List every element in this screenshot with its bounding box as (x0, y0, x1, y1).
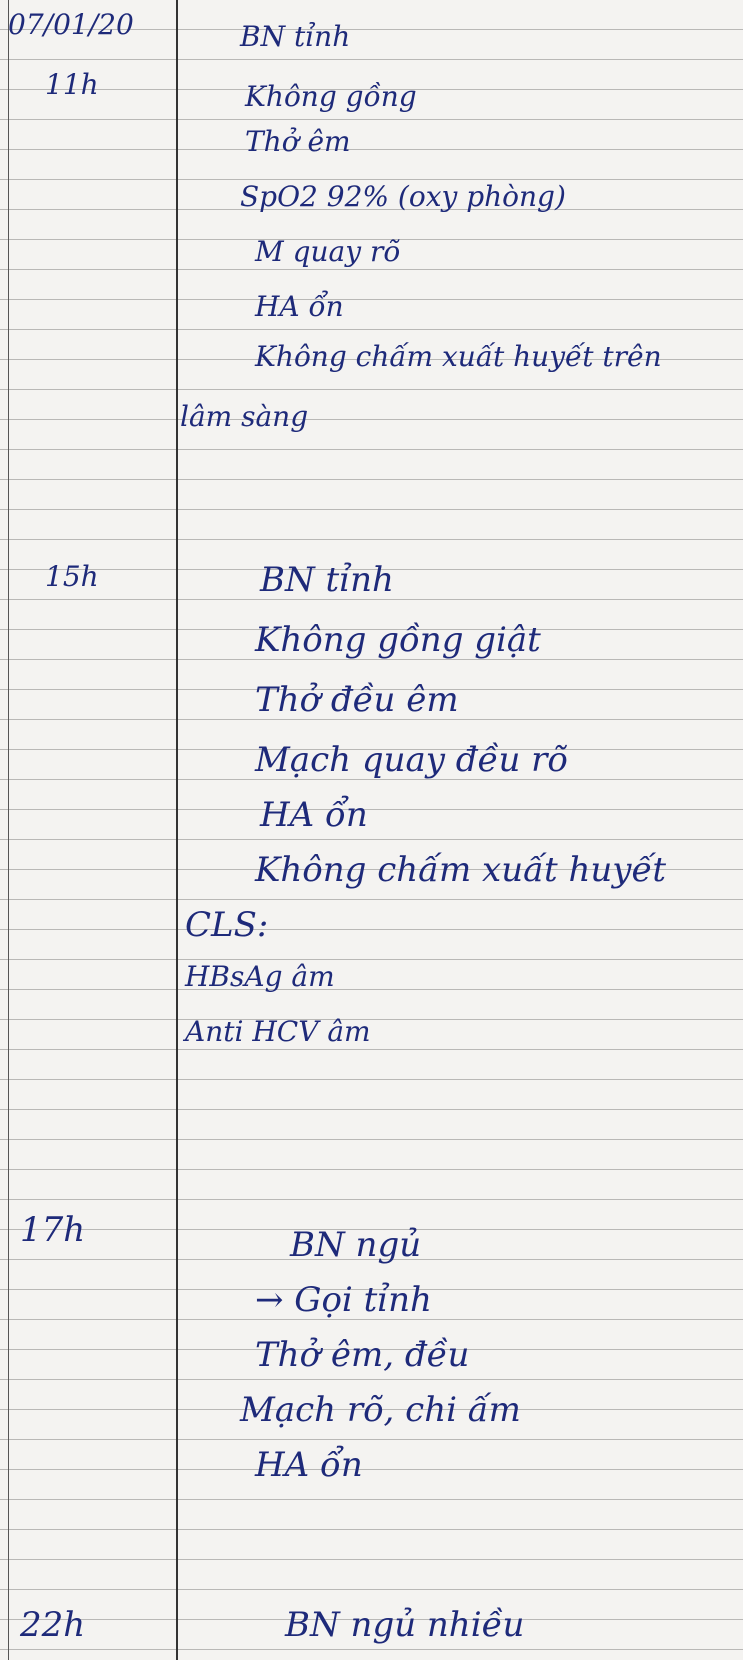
note-line: CLS: (185, 905, 269, 945)
note-line: Anti HCV âm (185, 1015, 371, 1048)
note-line: HA ổn (255, 290, 344, 323)
note-line: lâm sàng (180, 400, 309, 433)
note-line: Không gồng (245, 80, 417, 113)
margin-line (8, 0, 9, 1660)
note-line: HBsAg âm (185, 960, 335, 993)
time-column (0, 0, 175, 1660)
entry-time: 17h (20, 1210, 86, 1250)
note-line: M quay rõ (255, 235, 401, 268)
note-line: BN tỉnh (240, 20, 351, 53)
note-line: Không chấm xuất huyết (255, 850, 667, 890)
note-line: Không chấm xuất huyết trên (255, 340, 662, 373)
note-line: Không gồng giật (255, 620, 541, 660)
entry-time: 15h (45, 560, 99, 593)
note-line: SpO2 92% (oxy phòng) (240, 180, 566, 213)
note-line: Thở êm, đều (255, 1335, 470, 1375)
note-line: → Gọi tỉnh (255, 1280, 432, 1320)
note-line: BN ngủ (290, 1225, 422, 1265)
note-line: Thở đều êm (255, 680, 459, 720)
note-line: BN tỉnh (260, 560, 394, 600)
note-line: BN ngủ nhiều (285, 1605, 525, 1645)
bleed-through (560, 95, 710, 125)
entry-time: 22h (20, 1605, 86, 1645)
note-line: Mạch rõ, chi ấm (240, 1390, 521, 1430)
note-line: HA ổn (260, 795, 368, 835)
note-line: Thở êm (245, 125, 351, 158)
entry-time: 11h (45, 68, 99, 101)
column-divider (176, 0, 178, 1660)
note-line: Mạch quay đều rõ (255, 740, 568, 780)
note-line: HA ổn (255, 1445, 363, 1485)
entry-date: 07/01/20 (8, 8, 134, 41)
